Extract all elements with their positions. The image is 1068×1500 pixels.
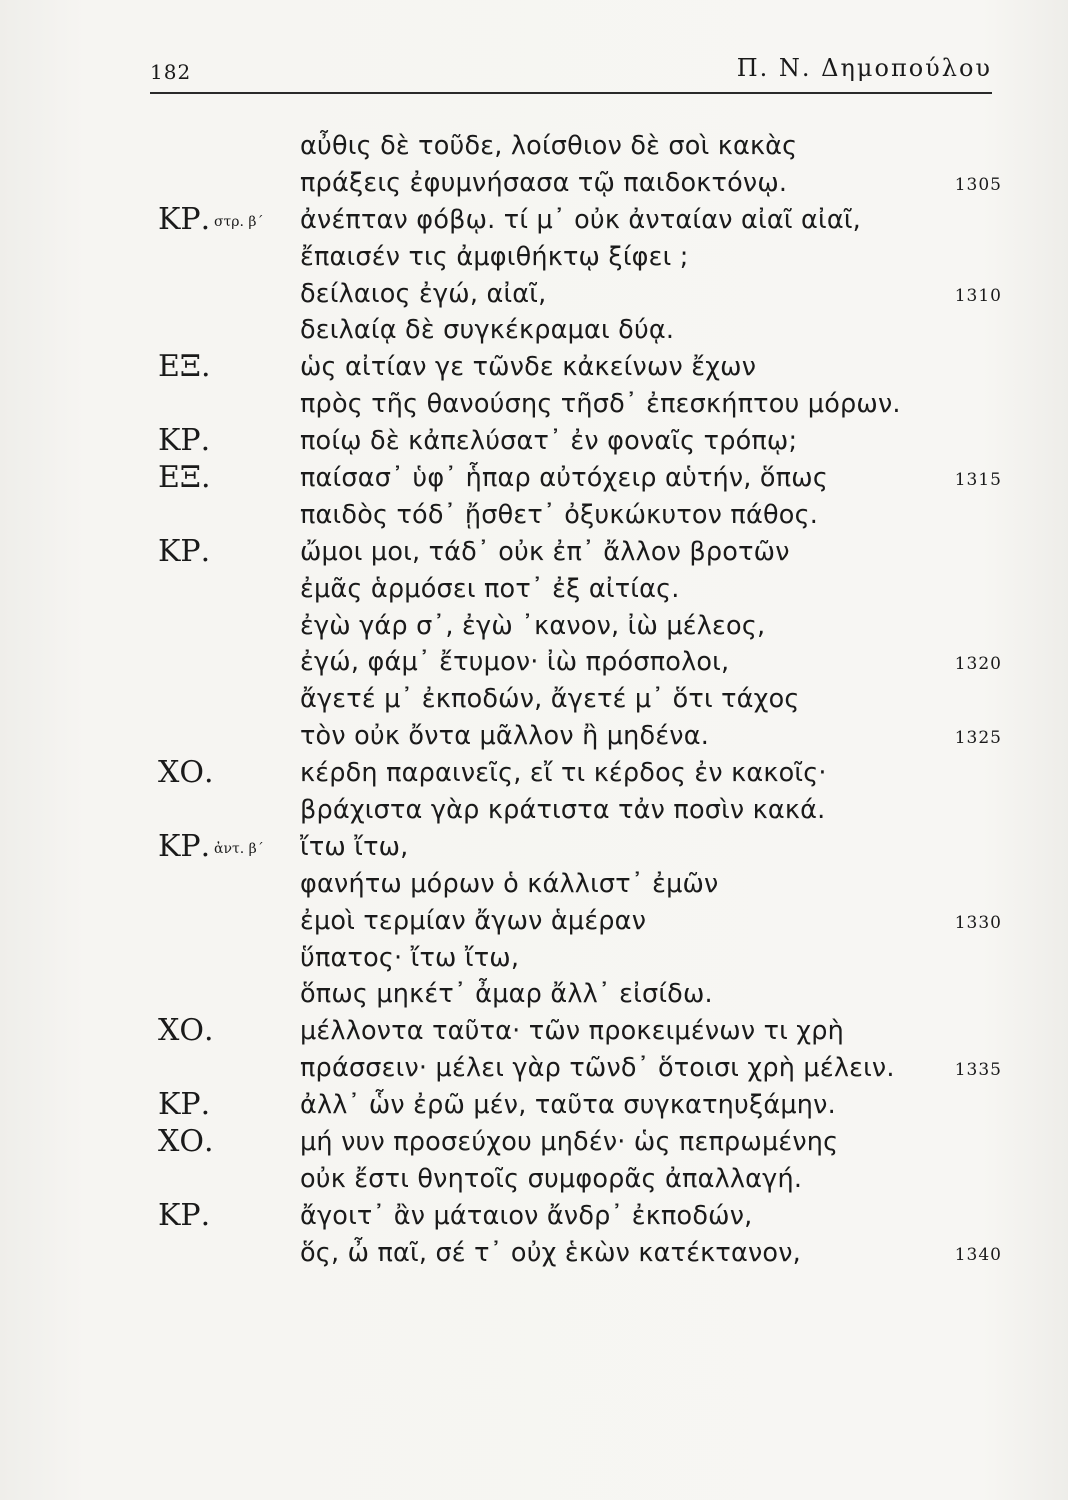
verse-text-line: φανήτω μόρων ὁ κάλλιστ᾽ ἐμῶν [300,868,719,899]
verse-line [0,165,1068,202]
verse-text-line: ὅς, ὦ παῖ, σέ τ᾽ οὐχ ἑκὼν κατέκτανον, [300,1237,801,1268]
verse-text-line: μέλλοντα ταῦτα· τῶν προκειμένων τι χρὴ [300,1016,844,1047]
verse-line [0,349,1068,386]
verse-line [0,128,1068,165]
verse-text-line: ἐμοὶ τερμίαν ἄγων ἁμέραν [300,905,647,936]
verse-text-line: πρὸς τῆς θανούσης τῆσδ᾽ ἐπεσκήπτου μόρων. [300,389,901,420]
running-head: Π. Ν. Δημοπούλου [736,54,992,82]
verse-text-line: ἔπαισέν τις ἀμφιθήκτῳ ξίφει ; [300,241,689,272]
speaker-label: ΧΟ. [158,1013,214,1049]
strophe-marker: ἀντ. β΄ [214,840,264,857]
verse-line [0,1235,1068,1272]
verse-text-line: παίσασ᾽ ὑφ᾽ ἧπαρ αὐτόχειρ αὑτήν, ὅπως [300,463,828,494]
verse-text-line: οὐκ ἔστι θνητοῖς συμφορᾶς ἀπαλλαγή. [300,1163,803,1194]
verse-line [0,718,1068,755]
speaker-label: ΚΡ. [158,1087,211,1123]
strophe-marker: στρ. β΄ [214,213,264,230]
verse-text-line: τὸν οὐκ ὄντα μᾶλλον ἢ μηδένα. [300,721,710,752]
speaker-label: ΧΟ. [158,755,214,791]
verse-text-line: ἀλλ᾽ ὧν ἐρῶ μέν, ταῦτα συγκατηυξάμην. [300,1090,836,1121]
verse-text [0,128,1068,1272]
verse-line [0,1087,1068,1124]
line-number: 1325 [954,728,1002,749]
verse-text-line: ἴτω ἴτω, [300,831,409,862]
verse-text-line: ἄγοιτ᾽ ἂν μάταιον ἄνδρ᾽ ἐκποδών, [300,1200,753,1231]
line-number: 1310 [954,285,1002,306]
verse-text-line: ποίῳ δὲ κἀπελύσατ᾽ ἐν φοναῖς τρόπῳ; [300,426,798,457]
verse-line [0,312,1068,349]
verse-text-line: ὤμοι μοι, τάδ᾽ οὐκ ἐπ᾽ ἄλλον βροτῶν [300,536,790,567]
verse-text-line: ἀνέπταν φόβῳ. τί μ᾽ οὐκ ἀνταίαν αἰαῖ αἰαῖ, [300,204,861,235]
verse-text-line: πράξεις ἐφυμνήσασα τῷ παιδοκτόνῳ. [300,167,788,198]
verse-line [0,202,1068,239]
verse-text-line: ἐμᾶς ἁρμόσει ποτ᾽ ἐξ αἰτίας. [300,573,680,604]
line-number: 1340 [954,1244,1002,1265]
speaker-label: ΚΡ. [158,1197,211,1233]
speaker-label: ΚΡ. [158,201,211,237]
line-number: 1335 [954,1060,1002,1081]
verse-line [0,276,1068,313]
speaker-label: ΕΞ. [158,460,211,496]
verse-line [0,829,1068,866]
verse-line [0,644,1068,681]
verse-text-line: παιδὸς τόδ᾽ ᾔσθετ᾽ ὀξυκώκυτον πάθος. [300,499,819,530]
verse-line [0,497,1068,534]
speaker-label: ΧΟ. [158,1124,214,1160]
speaker-label: ΚΡ. [158,533,211,569]
verse-line [0,423,1068,460]
verse-line [0,386,1068,423]
verse-line [0,534,1068,571]
verse-text-line: πράσσειν· μέλει γὰρ τῶνδ᾽ ὅτοισι χρὴ μέλειν. [300,1053,895,1084]
speaker-label: ΕΞ. [158,349,211,385]
speaker-label: ΚΡ. [158,423,211,459]
page-header [150,52,992,94]
verse-line [0,1124,1068,1161]
verse-text-line: ἐγὼ γάρ σ᾽, ἐγὼ ᾽κανον, ἰὼ μέλεος, [300,610,766,641]
verse-line [0,903,1068,940]
page-number: 182 [150,60,192,84]
verse-text-line: αὖθις δὲ τοῦδε, λοίσθιον δὲ σοὶ κακὰς [300,131,798,161]
verse-line [0,976,1068,1013]
verse-line [0,755,1068,792]
verse-line [0,866,1068,903]
verse-line [0,1013,1068,1050]
verse-line [0,608,1068,645]
verse-text-line: ἄγετέ μ᾽ ἐκποδών, ἄγετέ μ᾽ ὅτι τάχος [300,684,800,715]
line-number: 1330 [954,912,1002,933]
verse-line [0,1198,1068,1235]
verse-text-line: ἐγώ, φάμ᾽ ἔτυμον· ἰὼ πρόσπολοι, [300,647,730,678]
verse-line [0,571,1068,608]
verse-text-line: δειλαίᾳ δὲ συγκέκραμαι δύᾳ. [300,315,675,346]
verse-text-line: ὡς αἰτίαν γε τῶνδε κἀκείνων ἔχων [300,352,757,383]
line-number: 1320 [954,654,1002,675]
verse-line [0,239,1068,276]
verse-text-line: μή νυν προσεύχου μηδέν· ὡς πεπρωμένης [300,1127,839,1158]
line-number: 1315 [954,470,1002,491]
verse-line [0,681,1068,718]
verse-text-line: ὅπως μηκέτ᾽ ἆμαρ ἄλλ᾽ εἰσίδω. [300,979,713,1010]
line-number: 1305 [954,174,1002,195]
verse-text-line: βράχιστα γὰρ κράτιστα τἀν ποσὶν κακά. [300,795,826,826]
verse-line [0,792,1068,829]
verse-line [0,460,1068,497]
verse-line [0,1161,1068,1198]
verse-text-line: ὕπατος· ἴτω ἴτω, [300,942,520,973]
verse-line [0,1050,1068,1087]
speaker-label: ΚΡ. [158,828,211,864]
verse-text-line: δείλαιος ἐγώ, αἰαῖ, [300,278,547,309]
verse-text-line: κέρδη παραινεῖς, εἴ τι κέρδος ἐν κακοῖς· [300,758,827,789]
verse-line [0,940,1068,977]
